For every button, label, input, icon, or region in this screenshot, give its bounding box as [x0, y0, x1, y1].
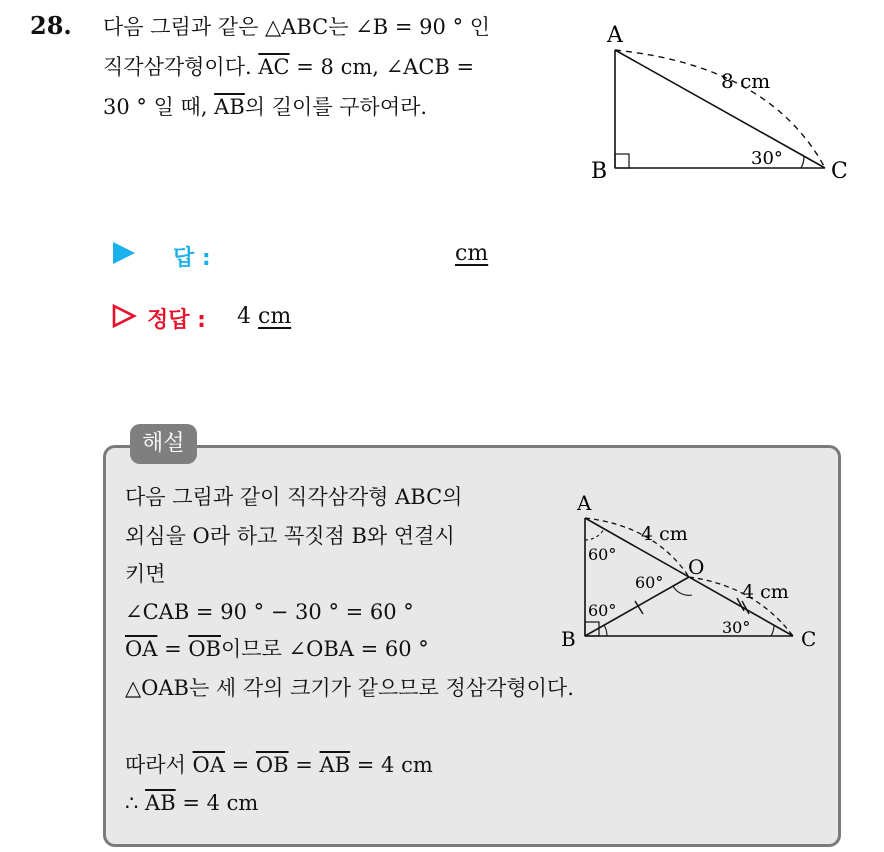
vertex-o: O	[688, 555, 705, 579]
solution-tab: 해설	[130, 424, 197, 464]
vertex-c: C	[831, 159, 848, 184]
solution-line-5: $\overline{OA} = \overline{OB}$이므로 ∠OBA = 60 °	[125, 637, 429, 661]
angle-c-arc	[801, 156, 804, 168]
solution-line-8: ∴ $\overline{AB} = 4$ cm	[125, 791, 259, 815]
vertex-b: B	[591, 159, 608, 184]
side-ac	[615, 50, 825, 168]
angle-a-label: 60°	[588, 545, 617, 564]
angle-b-label: 60°	[588, 601, 617, 620]
angle-o-label: 60°	[635, 573, 664, 592]
vertex-a: A	[607, 23, 623, 48]
vertex-a: A	[577, 491, 592, 515]
oc-length-label: 4 cm	[742, 581, 789, 603]
vertex-c: C	[801, 627, 817, 651]
angle-c-label: 30°	[722, 618, 751, 637]
answer-arrow-icon	[111, 240, 137, 266]
answer-unit: cm	[455, 241, 489, 266]
question-triangle-figure	[585, 18, 865, 188]
angle-a-arc	[585, 529, 604, 540]
angle-b-arc	[604, 625, 607, 636]
angle-c-label: 30°	[751, 148, 783, 169]
question-line-3: 30 ° 일 때, $\overline{AB}$의 길이를 구하여라.	[103, 95, 428, 119]
right-angle-mark	[615, 154, 629, 168]
solution-line-3: 키면	[125, 562, 166, 586]
segment-ab: $\overline{AB}$	[214, 95, 245, 119]
ao-length-label: 4 cm	[641, 523, 688, 545]
answer-label: 답 :	[173, 246, 211, 271]
question-line-1: 다음 그림과 같은 △ABC는 ∠B = 90 ° 인	[103, 15, 491, 39]
solution-line-6: △OAB는 세 각의 크기가 같으므로 정삼각형이다.	[125, 676, 574, 700]
angle-o-arc	[673, 586, 692, 595]
solution-line-1: 다음 그림과 같이 직각삼각형 ABC의	[125, 485, 463, 509]
question-number: 28.	[30, 11, 72, 40]
solution-line-2: 외심을 O라 하고 꼭짓점 B와 연결시	[125, 524, 455, 548]
segment-ac: $\overline{AC}$	[258, 55, 290, 79]
correct-answer-value: 4 cm	[237, 304, 292, 329]
solution-line-7: 따라서 $\overline{OA} = \overline{OB} = \overline{AB} = 4$ cm	[125, 753, 433, 777]
correct-arrow-icon	[111, 303, 137, 329]
solution-triangle-figure	[555, 490, 835, 660]
vertex-b: B	[561, 627, 576, 651]
hyp-length-label: 8 cm	[721, 69, 771, 93]
angle-c-arc	[771, 625, 774, 636]
solution-line-4: ∠CAB = 90 ° − 30 ° = 60 °	[125, 600, 414, 624]
correct-answer-label: 정답 :	[147, 308, 206, 333]
question-line-2: 직각삼각형이다. $\overline{AC} = 8$ cm, ∠ACB =	[103, 55, 475, 79]
